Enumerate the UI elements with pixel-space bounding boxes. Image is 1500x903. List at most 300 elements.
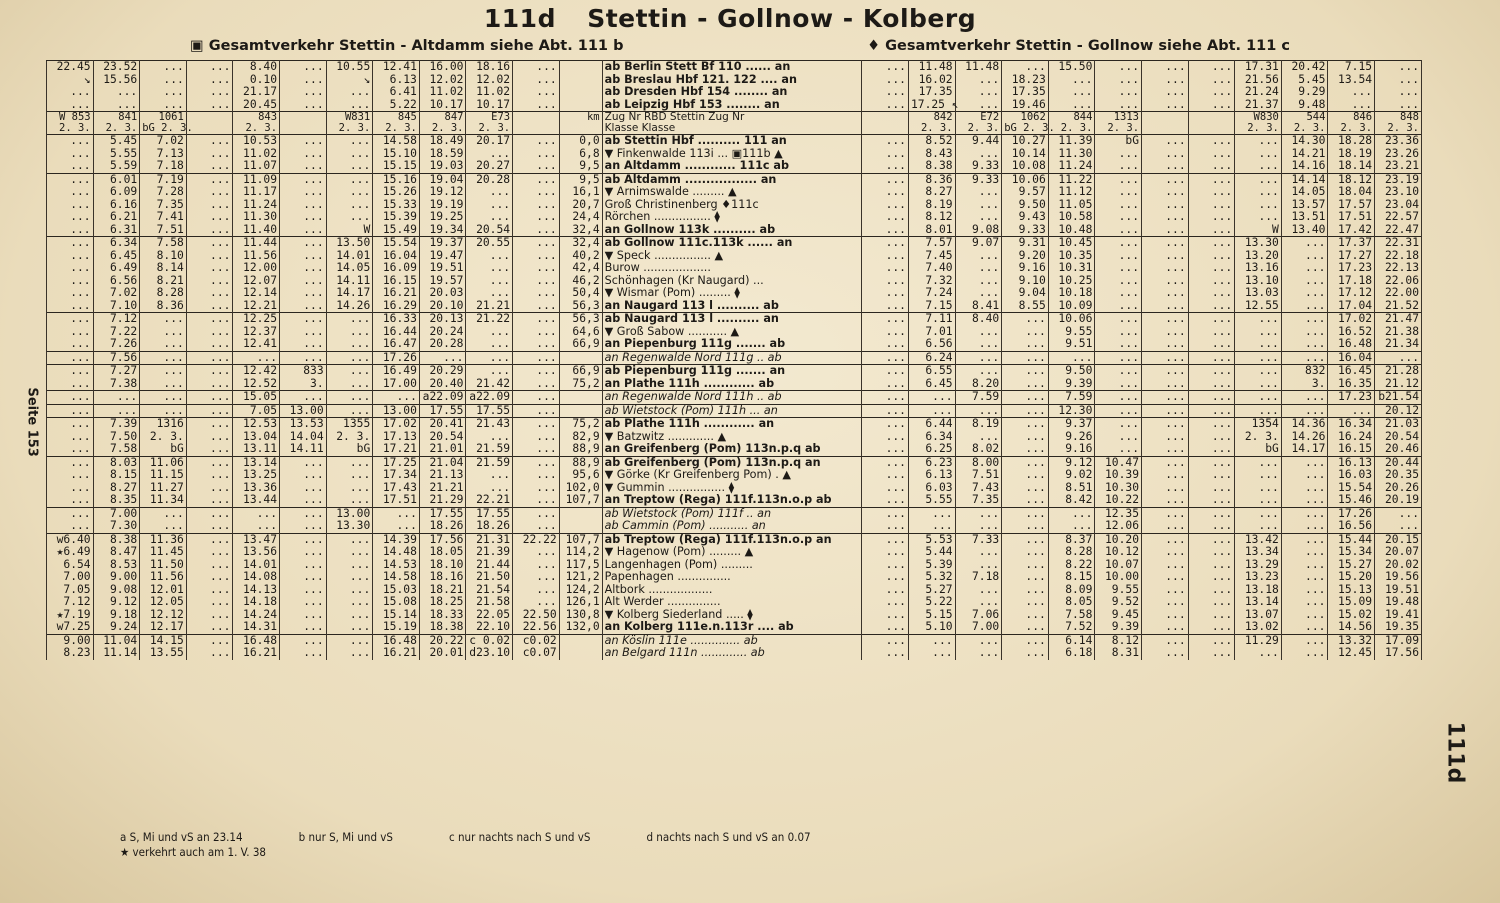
time-cell: ... [862,378,909,391]
page-title [0,4,1460,33]
time-cell: ... [862,391,909,405]
time-cell: 19.57 [419,275,466,288]
time-cell: ... [862,211,909,224]
time-cell: ... [955,74,1002,87]
time-cell: 19.48 [1375,596,1422,609]
time-cell: 12.21 [233,300,280,313]
time-cell: ... [955,338,1002,351]
time-cell: ... [1328,99,1375,112]
time-cell: ... [466,431,513,444]
time-cell: ... [1188,559,1235,572]
time-cell: 6.55 [908,365,955,378]
time-cell [186,112,233,124]
time-cell: ... [1142,609,1189,622]
station-cell: ▼ Gummin ................ ⧫ [602,482,862,495]
time-cell: 11.22 [1048,173,1095,186]
time-cell: 15.56 [93,74,140,87]
time-cell: ... [1095,351,1142,365]
time-cell: 8.23 [47,647,94,660]
time-cell: ... [140,391,187,405]
time-cell: 13.29 [1235,559,1282,572]
km-cell: 24,4 [559,211,602,224]
time-cell: ... [862,300,909,313]
time-cell: 18.28 [1328,135,1375,148]
time-cell: 11.02 [466,86,513,99]
time-cell: 19.47 [419,250,466,263]
time-cell: 18.14 [1328,160,1375,173]
time-cell: ... [326,86,373,99]
time-cell: ... [1235,186,1282,199]
time-cell: 2. 3. [373,123,420,135]
time-cell: 17.26 [1328,507,1375,520]
time-cell: ... [1002,313,1049,326]
time-cell: 21.50 [466,571,513,584]
time-cell: 11.34 [140,494,187,507]
time-cell: ... [47,507,94,520]
time-cell: ... [1188,275,1235,288]
time-cell: ★6.49 [47,546,94,559]
time-cell: ... [47,456,94,469]
time-cell: ... [1281,287,1328,300]
time-cell: 9.50 [1048,365,1095,378]
time-cell: 8.03 [93,456,140,469]
time-cell: ... [1375,520,1422,533]
time-cell: ... [1235,173,1282,186]
page-number-label: Seite 153 [24,387,40,457]
time-cell: ... [280,300,327,313]
time-cell: ... [1188,250,1235,263]
time-cell: 19.51 [419,262,466,275]
time-cell: ... [862,237,909,250]
time-cell: 14.05 [326,262,373,275]
km-cell: 9,5 [559,160,602,173]
footnote-b: b nur S, Mi und vS [298,830,393,844]
time-cell: ... [186,326,233,339]
time-cell: ... [1188,237,1235,250]
time-cell: 15.26 [373,186,420,199]
time-cell: ... [955,99,1002,112]
time-cell: ... [186,365,233,378]
time-cell: 21.01 [419,443,466,456]
time-cell: 19.46 [1002,99,1049,112]
time-cell: 11.27 [140,482,187,495]
time-cell: ... [1281,584,1328,597]
time-cell: ... [862,74,909,87]
station-cell: Zug Nr RBD Stettin Zug Nr [602,112,862,124]
time-cell: 19.04 [419,173,466,186]
time-cell: 8.22 [1048,559,1095,572]
time-cell: ... [513,61,560,74]
time-cell: 7.32 [908,275,955,288]
time-cell: a22.09 [419,391,466,405]
time-cell: ... [47,224,94,237]
time-cell: 13.00 [280,404,327,418]
time-cell: 2. 3. [326,123,373,135]
time-cell: 22.57 [1375,211,1422,224]
time-cell: ... [326,634,373,647]
time-cell: 20.42 [1281,61,1328,74]
time-cell: 14.21 [1281,148,1328,161]
time-cell: ... [1142,287,1189,300]
time-cell: 16.48 [373,634,420,647]
time-cell: ... [513,456,560,469]
time-cell: 7.56 [93,351,140,365]
time-cell: ... [1002,338,1049,351]
time-cell: ... [233,507,280,520]
time-cell: 2. 3. [1048,123,1095,135]
time-cell: ... [1002,546,1049,559]
station-cell: Burow ................... [602,262,862,275]
time-cell: 17.56 [1375,647,1422,660]
time-cell: ... [1142,365,1189,378]
time-cell: 13.36 [233,482,280,495]
time-cell: 15.08 [373,596,420,609]
time-cell: ... [1142,546,1189,559]
time-cell: ... [140,99,187,112]
time-cell: ... [1281,571,1328,584]
time-cell: ... [955,199,1002,212]
station-cell: ▼ Arnimswalde ......... ▲ [602,186,862,199]
time-cell: ... [1002,647,1049,660]
time-cell: 9.12 [1048,456,1095,469]
time-cell: 21.22 [466,313,513,326]
time-cell: 5.32 [908,571,955,584]
timetable-row [47,621,1422,634]
time-cell: ... [280,237,327,250]
time-cell: ... [862,224,909,237]
time-cell: 7.58 [140,237,187,250]
time-cell: ... [373,507,420,520]
time-cell: 5.53 [908,533,955,546]
time-cell: 21.29 [419,494,466,507]
station-cell: an Köslin 111e .............. ab [602,634,862,647]
time-cell: 13.42 [1235,533,1282,546]
time-cell: ... [1188,86,1235,99]
time-cell: 18.12 [1328,173,1375,186]
time-cell: ... [1142,326,1189,339]
time-cell: 6.45 [93,250,140,263]
time-cell: ... [326,211,373,224]
time-cell: 21.04 [419,456,466,469]
time-cell: 12.05 [140,596,187,609]
time-cell: ... [186,160,233,173]
time-cell: ... [513,300,560,313]
time-cell: 9.39 [1048,378,1095,391]
km-cell [559,520,602,533]
time-cell: 15.34 [1328,546,1375,559]
time-cell: ... [862,634,909,647]
km-cell: 20,7 [559,199,602,212]
km-cell: 75,2 [559,418,602,431]
time-cell: 8.37 [1048,533,1095,546]
time-cell: ... [1188,300,1235,313]
time-cell: ... [955,275,1002,288]
time-cell: 13.56 [233,546,280,559]
time-cell: ... [280,186,327,199]
time-cell: 21.17 [233,86,280,99]
section-tab-label: 111d [1442,721,1468,784]
time-cell: ... [1188,199,1235,212]
time-cell: 20.13 [419,313,466,326]
time-cell: 18.26 [466,520,513,533]
time-cell: ... [513,494,560,507]
time-cell: ... [1002,378,1049,391]
time-cell: 17.42 [1328,224,1375,237]
time-cell: 17.31 [1235,61,1282,74]
time-cell: ... [186,300,233,313]
time-cell: ... [280,647,327,660]
time-cell: ... [1095,275,1142,288]
station-cell: an Plathe 111h ............ ab [602,378,862,391]
time-cell: 8.19 [955,418,1002,431]
time-cell: ... [955,507,1002,520]
km-cell: 46,2 [559,275,602,288]
time-cell: 8.27 [93,482,140,495]
time-cell: 17.12 [1328,287,1375,300]
time-cell: ... [186,494,233,507]
station-cell: an Belgard 111n ............. ab [602,647,862,660]
time-cell: 15.33 [373,199,420,212]
time-cell: ... [513,86,560,99]
time-cell: 21.13 [419,469,466,482]
time-cell [1142,123,1189,135]
km-cell [559,634,602,647]
time-cell: 14.58 [373,135,420,148]
time-cell: ... [233,351,280,365]
time-cell: 12.06 [1095,520,1142,533]
time-cell: 12.30 [1048,404,1095,418]
time-cell: 6.24 [908,351,955,365]
time-cell: 16.47 [373,338,420,351]
time-cell: 19.25 [419,211,466,224]
time-cell: ... [1002,571,1049,584]
time-cell: ... [326,99,373,112]
time-cell: ... [466,211,513,224]
time-cell: ... [186,61,233,74]
time-cell: ... [186,647,233,660]
time-cell: 9.57 [1002,186,1049,199]
time-cell: ... [140,326,187,339]
time-cell: 10.48 [1048,224,1095,237]
time-cell: ↘ [326,74,373,87]
time-cell: ... [1142,338,1189,351]
time-cell: 9.18 [93,609,140,622]
time-cell: 7.28 [140,186,187,199]
time-cell: ... [47,237,94,250]
time-cell: 12.02 [419,74,466,87]
time-cell: ... [419,351,466,365]
time-cell: ... [1188,224,1235,237]
time-cell: 9.20 [1002,250,1049,263]
time-cell: 18.16 [419,571,466,584]
time-cell: 11.15 [140,469,187,482]
time-cell: ... [1142,148,1189,161]
time-cell: 1355 [326,418,373,431]
time-cell: ... [1142,520,1189,533]
km-cell [559,507,602,520]
time-cell: 21.38 [1375,326,1422,339]
time-cell: 19.56 [1375,571,1422,584]
time-cell: 2. 3. [1375,123,1422,135]
time-cell: ... [513,199,560,212]
time-cell: 17.02 [1328,313,1375,326]
time-cell: ... [1188,456,1235,469]
time-cell: ... [1188,61,1235,74]
time-cell: 15.44 [1328,533,1375,546]
time-cell: ... [186,275,233,288]
time-cell: ... [1281,338,1328,351]
time-cell: 2. 3. [908,123,955,135]
time-cell: ... [466,326,513,339]
time-cell: ... [862,546,909,559]
time-cell: 13.02 [1235,621,1282,634]
time-cell: 14.11 [326,275,373,288]
km-cell: 42,4 [559,262,602,275]
time-cell: 1316 [140,418,187,431]
time-cell: ... [186,533,233,546]
time-cell: ... [513,250,560,263]
time-cell: ... [1142,634,1189,647]
time-cell: ... [955,186,1002,199]
km-cell: 64,6 [559,326,602,339]
time-cell: ... [1188,431,1235,444]
time-cell: ... [1375,86,1422,99]
time-cell: ... [862,520,909,533]
time-cell: ... [280,211,327,224]
time-cell: 15.46 [1328,494,1375,507]
time-cell: 17.18 [1328,275,1375,288]
time-cell: ... [1188,482,1235,495]
timetable [46,60,1422,660]
time-cell: 8.36 [908,173,955,186]
time-cell: 7.15 [1328,61,1375,74]
time-cell: ... [280,351,327,365]
time-cell: ... [186,287,233,300]
time-cell: ... [513,482,560,495]
time-cell: ... [1095,160,1142,173]
time-cell: ... [186,520,233,533]
time-cell: 11.02 [233,148,280,161]
km-cell: 56,3 [559,313,602,326]
time-cell: 2. 3. [1328,123,1375,135]
time-cell: 12.07 [233,275,280,288]
time-cell: 841 [93,112,140,124]
time-cell: 16.29 [373,300,420,313]
time-cell: 7.02 [140,135,187,148]
station-cell: an Gollnow 113k .......... ab [602,224,862,237]
time-cell: 20.17 [466,135,513,148]
time-cell: 21.47 [1375,313,1422,326]
time-cell: ... [513,596,560,609]
time-cell: ... [326,338,373,351]
time-cell: ... [862,275,909,288]
timetable-row [47,391,1422,405]
time-cell: 17.25 ↖ [908,99,955,112]
time-cell: 10.31 [1048,262,1095,275]
time-cell: ... [862,431,909,444]
time-cell: 22.18 [1375,250,1422,263]
time-cell: ... [1281,596,1328,609]
time-cell: ... [1235,378,1282,391]
time-cell: 21.43 [466,418,513,431]
timetable-row [47,86,1422,99]
time-cell: ... [280,287,327,300]
time-cell: 22.47 [1375,224,1422,237]
time-cell: 11.48 [955,61,1002,74]
km-cell [559,86,602,99]
time-cell: 7.18 [140,160,187,173]
time-cell: ... [862,86,909,99]
timetable-row [47,262,1422,275]
time-cell: ... [513,224,560,237]
time-cell: 5.59 [93,160,140,173]
time-cell: 15.20 [1328,571,1375,584]
time-cell: 20.55 [466,237,513,250]
time-cell: 7.26 [93,338,140,351]
time-cell: 6.56 [93,275,140,288]
time-cell: 16.09 [373,262,420,275]
time-cell: ... [1235,338,1282,351]
time-cell: 21.56 [1235,74,1282,87]
time-cell: ... [280,148,327,161]
time-cell: ... [862,326,909,339]
time-cell: 7.24 [908,287,955,300]
time-cell: 14.15 [140,634,187,647]
time-cell: ... [280,391,327,405]
time-cell: ... [1235,160,1282,173]
km-cell: 132,0 [559,621,602,634]
time-cell: bG 2. 3. [1002,123,1049,135]
time-cell: 23.52 [93,61,140,74]
time-cell: 9.29 [1281,86,1328,99]
time-cell: 14.01 [233,559,280,572]
time-cell: ... [1142,300,1189,313]
time-cell: ... [1235,351,1282,365]
time-cell: 7.00 [93,507,140,520]
time-cell: ... [47,148,94,161]
time-cell: 8.53 [93,559,140,572]
time-cell: 13.04 [233,431,280,444]
time-cell: 5.45 [1281,74,1328,87]
time-cell: ... [513,173,560,186]
km-cell: 88,9 [559,456,602,469]
time-cell: ... [955,634,1002,647]
km-cell: 124,2 [559,584,602,597]
time-cell: 18.26 [419,520,466,533]
time-cell: 11.24 [1048,160,1095,173]
time-cell: ... [1188,443,1235,456]
time-cell: ... [1188,469,1235,482]
time-cell: ... [1142,224,1189,237]
time-cell: 13.30 [326,520,373,533]
time-cell: 21.39 [466,546,513,559]
time-cell: 15.27 [1328,559,1375,572]
time-cell: 10.25 [1048,275,1095,288]
time-cell: ... [186,482,233,495]
time-cell: ... [326,365,373,378]
time-cell: 5.55 [93,148,140,161]
time-cell: 2. 3. [47,123,94,135]
time-cell: ... [280,609,327,622]
time-cell: 1061 [140,112,187,124]
time-cell: 2. 3. [93,123,140,135]
time-cell: ... [955,365,1002,378]
time-cell: ... [280,250,327,263]
time-cell: ... [1095,300,1142,313]
station-cell: Alt Werder ............... [602,596,862,609]
time-cell [862,123,909,135]
time-cell: ... [1142,559,1189,572]
